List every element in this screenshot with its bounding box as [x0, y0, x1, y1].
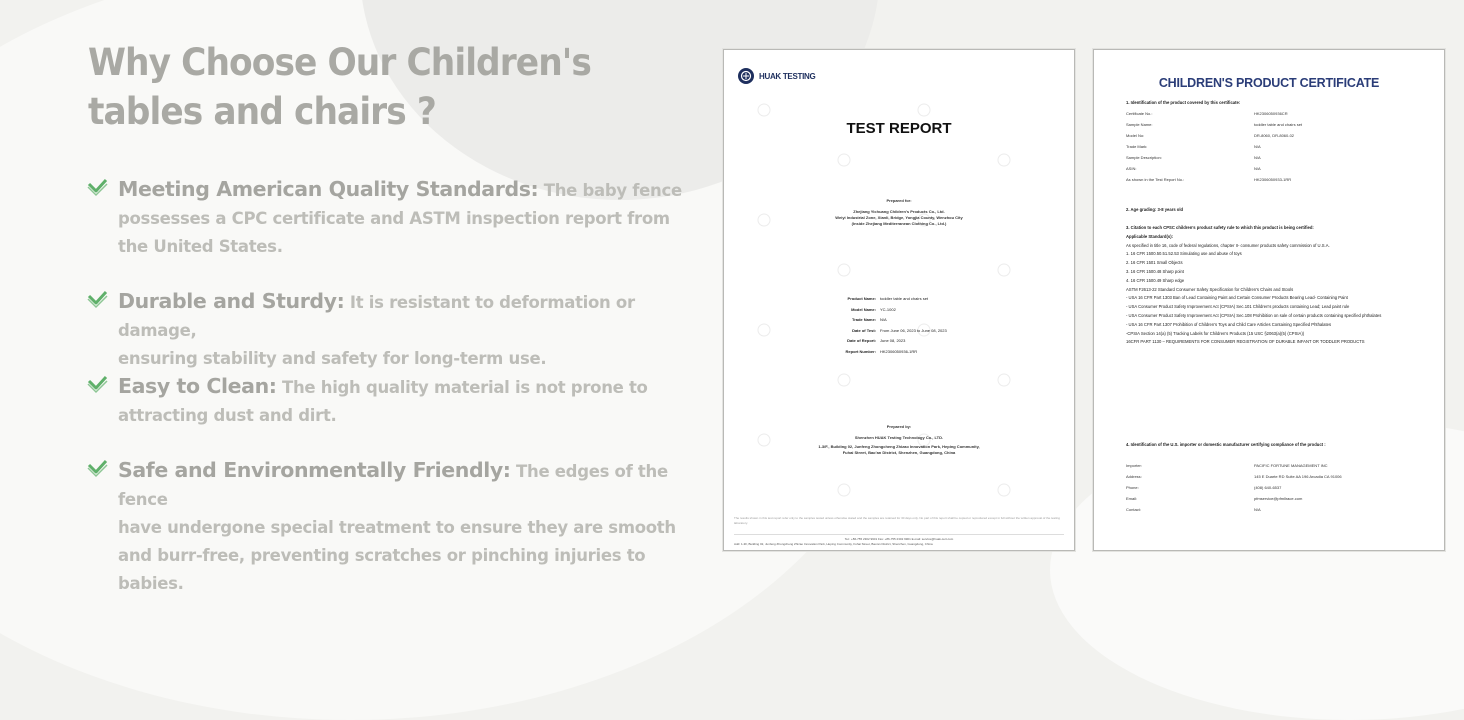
field-label: Trade Name: [851, 317, 876, 323]
cert-row-value: HK2306050933-1RR [1254, 177, 1292, 182]
cert-row-value: N/A [1254, 507, 1261, 512]
feature-text [118, 372, 686, 430]
section-heading: 2. Age grading: 3-8 years old [1126, 207, 1184, 212]
cert-row-label: Importer: [1126, 463, 1143, 468]
cert-row-label: As shown in the Test Report No.: [1126, 177, 1185, 182]
logo-text: HUAK TESTING [759, 71, 816, 81]
feature-body-line: It is resistant to deformation or damage, [118, 293, 635, 340]
feature-title: Meeting American Quality Standards: [118, 177, 539, 201]
page-title [88, 38, 591, 136]
section-line: ASTM F2613-22 Standard Consumer Safety Specification for Children's Chairs and Stools [1126, 286, 1294, 292]
section-line: - USA 16 CFR Part 1303 Ban of Lead Containing Paint and Certain Consumer Products Bearing Lead- Containing Paint [1126, 295, 1348, 301]
certificate-document [1093, 49, 1445, 551]
huak-logo-icon [737, 67, 755, 85]
feature-item-durable [86, 287, 686, 373]
feature-title: Durable and Sturdy: [118, 289, 345, 313]
cert-row-label: Model No: [1126, 133, 1145, 138]
cert-section-1-heading [1126, 99, 1426, 108]
cert-row [1126, 460, 1426, 471]
cert-row [1126, 493, 1426, 504]
cert-row [1126, 152, 1426, 163]
certificate-title: CHILDREN'S PRODUCT CERTIFICATE [1158, 76, 1380, 90]
field-value: June 08, 2023 [880, 338, 906, 344]
feature-text [118, 175, 686, 261]
feature-text [118, 287, 686, 373]
section-line: Applicable Standard(s): [1126, 233, 1173, 239]
cert-row-label: Sample Description: [1126, 155, 1162, 160]
report-footer [734, 534, 1064, 547]
cert-row-label: Phone: [1126, 485, 1139, 490]
check-icon [86, 288, 108, 310]
prepared-by-block [744, 424, 1054, 456]
cert-row-value: toddler table and chairs set [1254, 122, 1303, 127]
check-icon [86, 176, 108, 198]
cert-row-label: ASIN: [1126, 166, 1137, 171]
check-icon [86, 457, 108, 479]
field-value: toddler table and chairs set [880, 296, 929, 301]
report-field-row [754, 347, 1044, 358]
cert-row [1126, 471, 1426, 482]
cert-row-value: PACIFIC FORTUNE MANAGEMENT INC [1254, 463, 1328, 468]
feature-body-line: ensuring stability and safety for long-term use. [118, 349, 547, 368]
section-line: - USA Consumer Product Safety Improvement Act (CPSIA) Sec.108 Prohibition on sale of certain products containing specified phthalates [1126, 312, 1382, 318]
cert-row-value: HK2306050936CR [1254, 111, 1288, 116]
report-disclaimer: The results shown in this test report refer only to the samples tested unless otherwise stated and the samples are retained for 30 days only. No part of this report shall be copied or reproduced except in full without the written approval of the testing laboratory. [734, 516, 1060, 525]
section-heading: 4. Identification of the U.S. importer or domestic manufacturer certifying compliance of the product : [1126, 442, 1326, 447]
report-field-row [754, 305, 1044, 316]
feature-body-line: possesses a CPC certificate and ASTM inspection report from [118, 209, 670, 228]
prepared-for-block [744, 198, 1054, 227]
prepared-for-label: Prepared for: [886, 198, 912, 203]
cert-row-value: (408) 640-6537 [1254, 485, 1282, 490]
section-line: - USA Consumer Product Safety Improvement Act (CPSIA) Sec.101 Children's products containing Lead; Lead paint rule [1126, 304, 1350, 310]
cert-row-value: N/A [1254, 144, 1261, 149]
field-value: HK2306050936-1RR [880, 348, 918, 354]
cert-row-value: pfmservice@pfmllrace.com [1254, 496, 1303, 501]
page-title-line-1: Why Choose Our Children's [88, 41, 591, 84]
cert-row-label: Address: [1126, 474, 1142, 479]
feature-body-line: The baby fence [538, 181, 682, 200]
feature-item-easy-clean [86, 372, 686, 430]
cert-row-label: Email: [1126, 496, 1138, 501]
field-label: Model Name: [851, 306, 876, 312]
field-label: Date of Test: [852, 327, 876, 333]
feature-body-line: the United States. [118, 237, 283, 256]
prepared-for-line: Weiyi Industrial Zone, Xianli, Bridge, Yongjia County, Wenzhou City [835, 215, 963, 220]
cert-row [1126, 141, 1426, 152]
cert-row [1126, 163, 1426, 174]
report-fields [754, 294, 1044, 358]
feature-body-line: and burr-free, preventing scratches or pinching injuries to babies. [118, 546, 646, 593]
feature-item-safe-eco [86, 456, 686, 598]
feature-body-line: attracting dust and dirt. [118, 406, 337, 425]
cert-row-value: DR-8060, DR-8060-02 [1254, 133, 1295, 138]
cert-section-4-heading [1126, 441, 1426, 450]
prepared-by-line: Fuhai Street, Bao'an District, Shenzhen, Guangdong, China [842, 450, 956, 455]
cert-row-label: Contact: [1126, 507, 1141, 512]
report-contact: Tel.: +86-755 2302 9901 Fax: +86-755 2302 9901 E-mail: service@huak-cert.com [844, 537, 954, 541]
prepared-by-line: 1-3/F., Building 02, Junfeng Zhongcheng Zhizao Innovation Park, Heping Community, [818, 444, 980, 449]
section-line: 4. 16 CFR 1500.49 Sharp edge [1126, 277, 1185, 283]
field-label: Product Name: [847, 296, 876, 301]
cert-section-2 [1126, 206, 1426, 215]
feature-title: Safe and Environmentally Friendly: [118, 458, 511, 482]
field-value: N/A [880, 317, 887, 323]
feature-text [118, 456, 686, 598]
cert-section-4-table [1126, 460, 1426, 515]
field-value: YC-1002 [880, 306, 896, 312]
section-line: 3. 16 CFR 1500.48 Sharp point [1126, 268, 1184, 274]
section-heading: 3. Citation to each CPSC children's product safety rule to which this product is being certified: [1126, 225, 1314, 230]
cert-row [1126, 504, 1426, 515]
page-title-line-2: tables and chairs ? [88, 90, 436, 133]
feature-body-line: The edges of the fence [118, 462, 668, 509]
cert-row-value: N/A [1254, 155, 1261, 160]
cert-row-label: Trade Mark: [1126, 144, 1148, 149]
section-line: 2. 16 CFR 1501 Small Objects [1126, 260, 1183, 266]
report-address: Add: 1-3F, Building 02, Junfeng Zhongcheng Zhizao Innovation Park, Heping Community, Fuhai Street, Bao'an District, Shenzhen, Guangdong, China [734, 542, 933, 546]
field-value: From June 06, 2023 to June 08, 2023 [880, 327, 947, 333]
prepared-by-label: Prepared by: [886, 424, 912, 429]
cert-row-label: Certificate No.: [1126, 111, 1153, 116]
cert-row-value: 145 E Duarte RD Suite AA 196 Arcadia CA 91006 [1254, 474, 1342, 479]
section-line: -CPSIA Section 14(a) (5) Tracking Labels for Children's Products (15 USC §2063(a)(5) (CPSIA)) [1126, 330, 1305, 336]
section-line: As specified in title 16, code of federal regulations, chapter II- consumer products safety commission of U.S.A. [1126, 242, 1330, 248]
report-field-row [754, 315, 1044, 326]
test-report-document [723, 49, 1075, 551]
cert-section-1-table [1126, 108, 1426, 185]
cert-row [1126, 130, 1426, 141]
report-field-row [754, 326, 1044, 337]
section-line: - USA 16 CFR Part 1307 Prohibition of Children's Toys and Child Care Articles Containing Specified Phthalates [1126, 321, 1332, 327]
section-line: 1. 16 CFR 1500.50.51.52.53 Simulating use and abuse of toys [1126, 251, 1242, 257]
feature-title: Easy to Clean: [118, 374, 277, 398]
field-label: Date of Report: [847, 338, 876, 344]
cert-row-value: N/A [1254, 166, 1261, 171]
feature-item-quality-standards [86, 175, 686, 261]
cert-section-3 [1126, 224, 1426, 347]
feature-body-line: have undergone special treatment to ensure they are smooth [118, 518, 676, 537]
cert-row-label: Sample Name: [1126, 122, 1153, 127]
cert-row [1126, 119, 1426, 130]
section-line: 16CFR PART 1130 – REQUIREMENTS FOR CONSUMER REGISTRATION OF DURABLE INFANT OR TODDLER PRODUCTS [1126, 339, 1365, 345]
cert-row [1126, 174, 1426, 185]
report-title: TEST REPORT [846, 120, 952, 137]
prepared-for-line: (Inside Zhejiang Mediterranean Clothing Co., Ltd.) [851, 221, 947, 226]
check-icon [86, 373, 108, 395]
field-label: Report Number: [845, 348, 876, 354]
report-field-row [754, 336, 1044, 347]
cert-row [1126, 482, 1426, 493]
report-field-row [754, 294, 1044, 305]
huak-logo [737, 67, 815, 85]
section-heading: 1. Identification of the product covered by this certificate: [1126, 100, 1241, 105]
prepared-by-line: Shenzhen HUAK Testing Technology Co., LTD. [854, 435, 944, 440]
feature-body-line: The high quality material is not prone to [276, 378, 648, 397]
cert-row [1126, 108, 1426, 119]
prepared-for-line: Zhejiang Yichuang Children's Products Co., Ltd. [853, 209, 945, 214]
